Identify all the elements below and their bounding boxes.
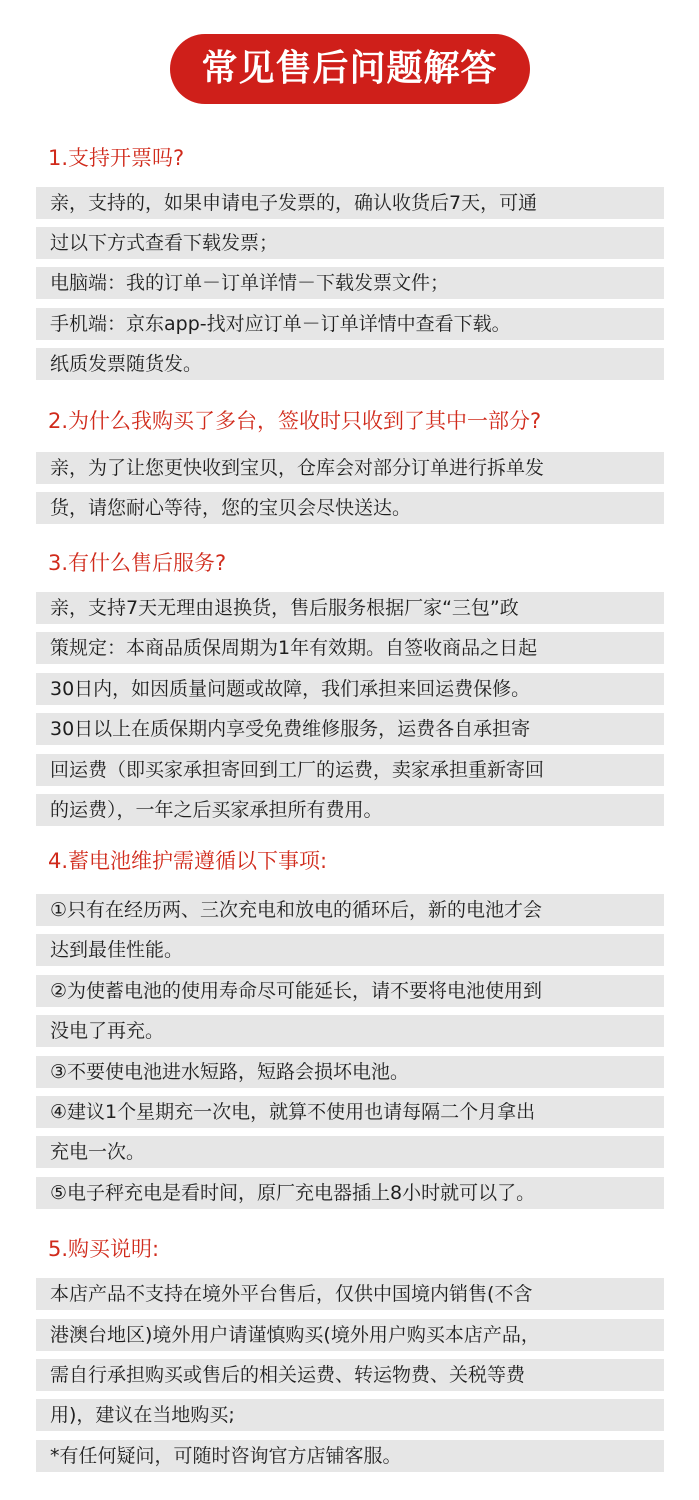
section-4-line: ④建议1个星期充一次电，就算不使用也请每隔二个月拿出	[36, 1096, 664, 1128]
section-4-line: 达到最佳性能。	[36, 934, 664, 966]
section-5-line: 需自行承担购买或售后的相关运费、转运物费、关税等费	[36, 1359, 664, 1391]
title-wrap	[0, 34, 699, 104]
page-title: 常见售后问题解答	[170, 34, 530, 104]
section-5-line: 用)，建议在当地购买;	[36, 1399, 664, 1431]
section-1-line: 手机端：京东app-找对应订单－订单详情中查看下载。	[36, 308, 664, 340]
section-5-line: 港澳台地区)境外用户请谨慎购买(境外用户购买本店产品，	[36, 1319, 664, 1351]
section-1-line: 过以下方式查看下载发票；	[36, 227, 664, 259]
section-2-line: 货，请您耐心等待，您的宝贝会尽快送达。	[36, 492, 664, 524]
section-5-line: 本店产品不支持在境外平台售后，仅供中国境内销售(不含	[36, 1278, 664, 1310]
section-4-line: ⑤电子秤充电是看时间，原厂充电器插上8小时就可以了。	[36, 1177, 664, 1209]
section-2-heading: 2.为什么我购买了多台，签收时只收到了其中一部分?	[48, 409, 542, 433]
section-1-line: 纸质发票随货发。	[36, 348, 664, 380]
section-5-line: *有任何疑问，可随时咨询官方店铺客服。	[36, 1440, 664, 1472]
section-3-heading: 3.有什么售后服务?	[48, 551, 227, 575]
section-3-line: 亲，支持7天无理由退换货，售后服务根据厂家“三包”政	[36, 592, 664, 624]
section-1-line: 亲，支持的，如果申请电子发票的，确认收货后7天，可通	[36, 187, 664, 219]
section-5-heading: 5.购买说明:	[48, 1237, 160, 1261]
section-3-line: 的运费），一年之后买家承担所有费用。	[36, 794, 664, 826]
section-3-line: 策规定：本商品质保周期为1年有效期。自签收商品之日起	[36, 632, 664, 664]
section-3-line: 30日内，如因质量问题或故障，我们承担来回运费保修。	[36, 673, 664, 705]
section-4-line: ①只有在经历两、三次充电和放电的循环后，新的电池才会	[36, 894, 664, 926]
section-1-line: 电脑端：我的订单－订单详情－下载发票文件；	[36, 267, 664, 299]
section-1-heading: 1.支持开票吗?	[48, 146, 185, 170]
section-4-line: 没电了再充。	[36, 1015, 664, 1047]
section-2-line: 亲，为了让您更快收到宝贝，仓库会对部分订单进行拆单发	[36, 452, 664, 484]
section-4-line: 充电一次。	[36, 1136, 664, 1168]
section-3-line: 回运费（即买家承担寄回到工厂的运费，卖家承担重新寄回	[36, 754, 664, 786]
section-4-heading: 4.蓄电池维护需遵循以下事项:	[48, 849, 328, 873]
section-3-line: 30日以上在质保期内享受免费维修服务，运费各自承担寄	[36, 713, 664, 745]
section-4-line: ③不要使电池进水短路，短路会损坏电池。	[36, 1056, 664, 1088]
section-4-line: ②为使蓄电池的使用寿命尽可能延长，请不要将电池使用到	[36, 975, 664, 1007]
